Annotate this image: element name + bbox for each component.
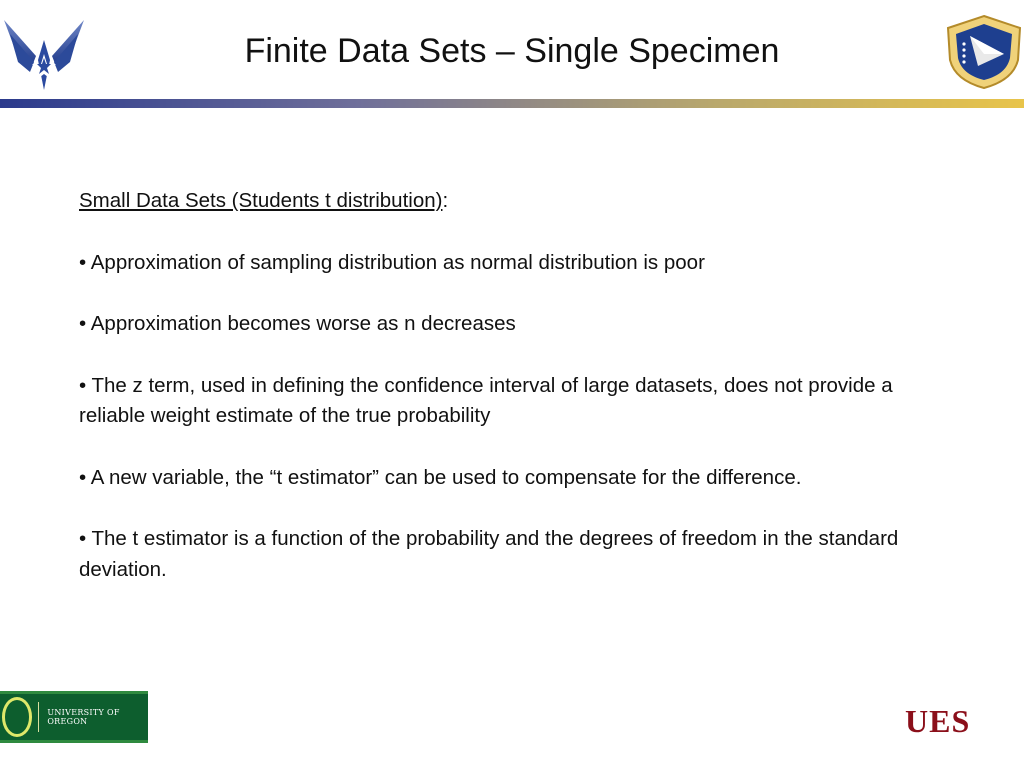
- bullet-item: • Approximation of sampling distribution as normal distribution is poor: [79, 250, 705, 274]
- slide-title: Finite Data Sets – Single Specimen: [244, 32, 780, 70]
- section-heading-text: Small Data Sets (Students t distribution): [79, 189, 443, 212]
- slide-body: [79, 186, 949, 585]
- section-heading-suffix: :: [442, 189, 449, 212]
- air-force-research-laboratory-shield: [944, 14, 1024, 90]
- header-divider: [0, 99, 1024, 108]
- bullet-item: • The z term, used in defining the confidence interval of large datasets, does not provide a reliable weight estimate of the true probability: [79, 373, 893, 427]
- bullet-item: • Approximation becomes worse as n decreases: [79, 312, 516, 335]
- section-heading: [79, 186, 949, 217]
- ues-logo: UES: [905, 703, 971, 739]
- university-of-oregon-logo: [0, 691, 148, 743]
- bullet-item: • A new variable, the “t estimator” can be used to compensate for the difference.: [79, 465, 802, 489]
- air-force-wings-logo: [2, 12, 86, 92]
- oregon-o-icon: [2, 697, 32, 737]
- university-of-oregon-text: UNIVERSITY OF OREGON: [47, 708, 120, 726]
- bullet-item: • The t estimator is a function of the probability and the degrees of freedom in the standard deviation.: [79, 527, 899, 581]
